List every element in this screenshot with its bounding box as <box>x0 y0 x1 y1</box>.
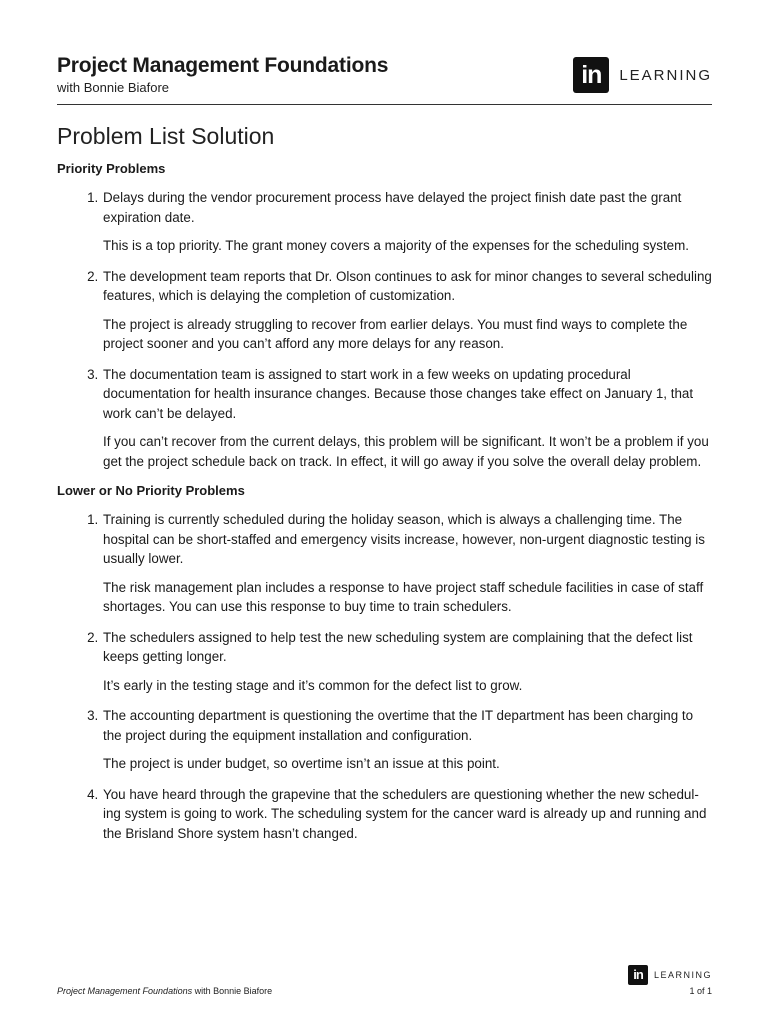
linkedin-icon: in <box>573 57 609 93</box>
problem-text: 2. The development team reports that Dr. Olson continues to ask for minor changes to several scheduling features, which is delaying the completion of customization. <box>103 268 712 303</box>
footer-logo-wordmark: LEARNING <box>653 970 712 980</box>
problem-note: The project is under budget, so overtime isn’t an issue at this point. <box>103 756 500 771</box>
page-header <box>57 52 712 105</box>
list-item <box>102 510 712 617</box>
logo-wordmark: LEARNING <box>619 66 712 84</box>
linkedin-icon: in <box>628 965 648 985</box>
list-item <box>102 365 712 472</box>
problem-text: 3. The documentation team is assigned to start work in a few weeks on updating procedural documentation for health insurance changes. Because those changes take effect on January 1, that work can’t be delayed. <box>103 366 694 421</box>
list-item <box>102 267 712 354</box>
lower-priority-problem-list <box>57 510 712 843</box>
problem-text: 1. Training is currently scheduled during the holiday season, which is always a challenging time. The hospital can be short-staffed and emergency visits increase, however, non-urgent diagnostic testing is usually lower. <box>103 512 705 566</box>
problem-note: It’s early in the testing stage and it’s common for the defect list to grow. <box>103 677 523 693</box>
list-item <box>102 188 712 256</box>
linkedin-learning-logo <box>573 57 712 93</box>
footer-linkedin-learning-logo <box>628 965 712 985</box>
section-heading-lower-priority: Lower or No Priority Problems <box>57 483 245 498</box>
document-body <box>57 160 712 854</box>
list-item <box>102 628 712 696</box>
list-item <box>102 785 712 844</box>
course-title: Project Management Foundations <box>57 54 389 77</box>
footer-citation <box>57 986 272 996</box>
problem-note: This is a top priority. The grant money covers a majority of the expenses for the scheduling system. <box>103 238 689 253</box>
page-number: 1 of 1 <box>689 986 712 996</box>
problem-text: 3. The accounting department is questioning the overtime that the IT department has been charging to the project during the equipment installation and configuration. <box>103 708 694 743</box>
problem-note: If you can’t recover from the current delays, this problem will be significant. It won’t be a problem if you get the project schedule back on track. In effect, it will go away if you solve the overall delay problem. <box>103 434 709 469</box>
section-heading-priority: Priority Problems <box>57 161 166 176</box>
problem-text: 2. The schedulers assigned to help test the new scheduling system are complaining that the defect list keeps getting longer. <box>103 629 693 664</box>
footer-author: with Bonnie Biafore <box>192 986 273 996</box>
list-item <box>102 706 712 774</box>
course-subtitle: with Bonnie Biafore <box>57 80 170 95</box>
priority-problem-list <box>57 188 712 471</box>
document-title: Problem List Solution <box>57 123 275 149</box>
problem-note: The risk management plan includes a response to have project staff schedule facilities in case of staff shortages. You can use this response to buy time to train schedulers. <box>103 579 704 614</box>
footer-course-title: Project Management Foundations <box>57 986 193 996</box>
problem-note: The project is already struggling to recover from earlier delays. You must find ways to complete the project sooner and you can’t afford any more delays for any reason. <box>103 316 688 351</box>
problem-text: 4. You have heard through the grapevine that the schedulers are questioning whether the new schedul-ing system is going to work. The scheduling system for the cancer ward is already up and running and the Brisland Shore system hasn’t changed. <box>103 786 707 841</box>
problem-text: 1. Delays during the vendor procurement process have delayed the project finish date past the grant expiration date. <box>103 190 682 225</box>
